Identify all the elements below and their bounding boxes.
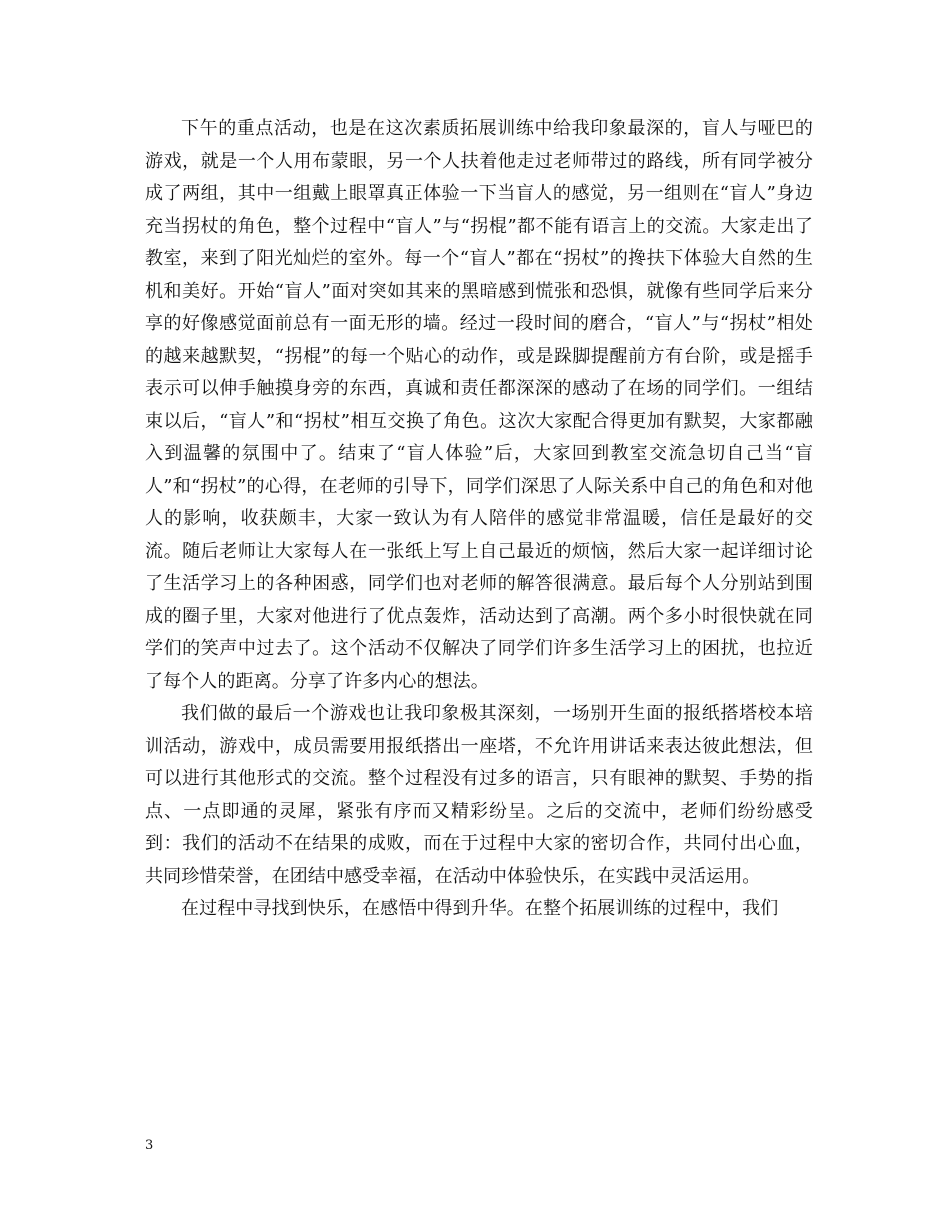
paragraph-blind-mute-game: 下午的重点活动，也是在这次素质拓展训练中给我印象最深的，盲人与哑巴的游戏，就是一个人用布蒙眼，另一个人扶着他走过老师带过的路线，所有同学被分成了两组，其中一组戴上眼罩真正体验一下当盲人的感觉，另一组则在“盲人”身边充当拐杖的角色，整个过程中“盲人”与“拐棍”都不能有语言上的交流。大家走出了教室，来到了阳光灿烂的室外。每一个“盲人”都在“拐杖”的搀扶下体验大自然的生机和美好。开始“盲人”面对突如其来的黑暗感到慌张和恐惧，就像有些同学后来分享的好像感觉面前总有一面无形的墙。经过一段时间的磨合，“盲人”与“拐杖”相处的越来越默契，“拐棍”的每一个贴心的动作，或是跺脚提醒前方有台阶，或是摇手表示可以伸手触摸身旁的东西，真诚和责任都深深的感动了在场的同学们。一组结束以后，“盲人”和“拐杖”相互交换了角色。这次大家配合得更加有默契，大家都融入到温馨的氛围中了。结束了“盲人体验”后，大家回到教室交流急切自己当“盲人”和“拐杖”的心得，在老师的引导下，同学们深思了人际关系中自己的角色和对他人的影响，收获颇丰，大家一致认为有人陪伴的感觉非常温暖，信任是最好的交流。随后老师让大家每人在一张纸上写上自己最近的烦恼，然后大家一起详细讨论了生活学习上的各种困惑，同学们也对老师的解答很满意。最后每个人分别站到围成的圈子里，大家对他进行了优点轰炸，活动达到了高潮。两个多小时很快就在同学们的笑声中过去了。这个活动不仅解决了同学们许多生活学习上的困扰，也拉近了每个人的距离。分享了许多内心的想法。 xyxy=(145,118,813,692)
page-number: 3 xyxy=(145,1138,154,1153)
body-text xyxy=(145,113,813,926)
paragraph-newspaper-tower-game: 我们做的最后一个游戏也让我印象极其深刻，一场别开生面的报纸搭塔校本培训活动，游戏中，成员需要用报纸搭出一座塔，不允许用讲话来表达彼此想法，但可以进行其他形式的交流。整个过程没有过多的语言，只有眼神的默契、手势的指点、一点即通的灵犀，紧张有序而又精彩纷呈。之后的交流中，老师们纷纷感受到：我们的活动不在结果的成败，而在于过程中大家的密切合作，共同付出心血，共同珍惜荣誉，在团结中感受幸福，在活动中体验快乐，在实践中灵活运用。 xyxy=(145,703,813,887)
paragraph-reflection: 在过程中寻找到快乐，在感悟中得到升华。在整个拓展训练的过程中，我们 xyxy=(181,898,779,919)
